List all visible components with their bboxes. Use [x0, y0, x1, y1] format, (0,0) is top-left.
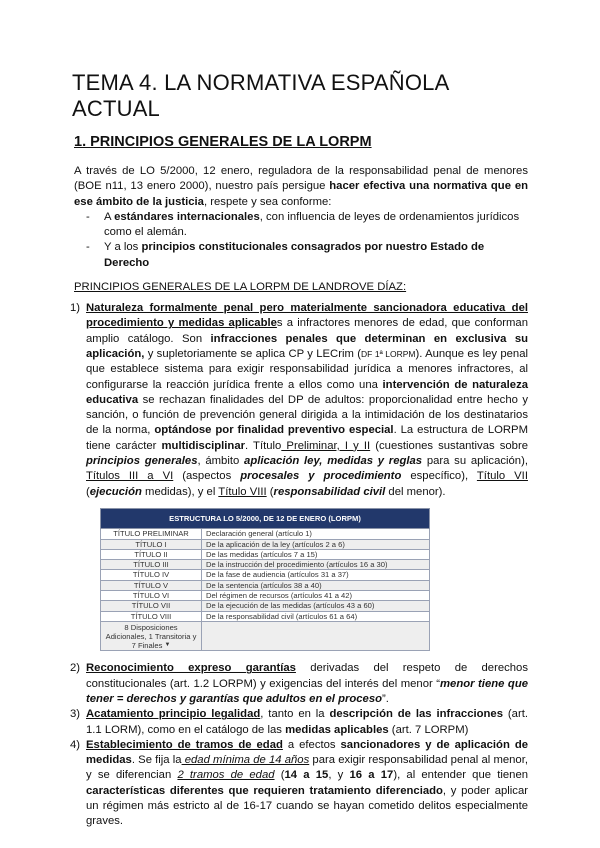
bullet-list — [86, 210, 528, 271]
text: ( — [266, 485, 274, 498]
section-heading: 1. PRINCIPIOS GENERALES DE LA LORPM — [74, 134, 372, 150]
table-row — [101, 549, 430, 559]
underline-italic-text: 2 tramos de edad — [177, 769, 275, 782]
bold-text: características diferentes que requieren tratamiento diferenciado — [86, 784, 443, 797]
list-item — [72, 301, 528, 651]
bold-text: 16 a 17 — [349, 769, 394, 782]
cell: TÍTULO V — [101, 580, 202, 590]
bold-underline: Establecimiento de tramos de edad — [86, 738, 283, 751]
item-number: 2) — [70, 662, 81, 675]
underline-text: Preliminar, I y II — [281, 439, 371, 452]
bold-italic-text: principios generales — [86, 455, 198, 468]
item-number: 1) — [70, 302, 81, 315]
cell: Del régimen de recursos (artículos 41 a 42) — [202, 591, 430, 601]
cell: TÍTULO IV — [101, 570, 202, 580]
text: para exigir responsabilidad penal al menor, y se diferencian — [86, 754, 528, 782]
small-text: DF 1ª LORPM — [360, 348, 416, 359]
table-row — [101, 591, 430, 601]
cell: TÍTULO VII — [101, 601, 202, 611]
list-item — [72, 661, 528, 707]
text: del menor). — [385, 485, 446, 498]
text: (art. 1.1 LORM), como en el catálogo de las — [86, 708, 528, 736]
dropdown-arrow-icon: ▼ — [164, 642, 171, 649]
cell: Declaración general (artículo 1) — [202, 529, 430, 539]
text: ”. — [382, 693, 389, 705]
table-row — [101, 560, 430, 570]
cell: TÍTULO VI — [101, 591, 202, 601]
bold-text: estándares internacionales — [114, 210, 260, 223]
item-number: 3) — [70, 708, 81, 721]
item-text — [86, 301, 528, 500]
text: (art. 7 LORPM) — [388, 723, 469, 736]
list-item — [72, 707, 528, 738]
bold-underline: Reconocimiento expreso garantías — [86, 662, 296, 675]
cell: TÍTULO VIII — [101, 611, 202, 621]
bold-italic-text: menor tiene que tener = derechos y garantías que adultos en el proceso — [86, 677, 528, 705]
bold-text: infracciones penales que determinan en exclusiva su aplicación, — [86, 332, 528, 360]
text: A — [104, 210, 115, 223]
table-row — [101, 539, 430, 549]
bold-italic-text: ejecución — [89, 485, 142, 498]
table-row — [101, 529, 430, 539]
table-row — [101, 580, 430, 590]
text: . Título — [245, 439, 282, 452]
text: ( — [86, 485, 90, 498]
cell: De la aplicación de la ley (artículos 2 a 6) — [202, 539, 430, 549]
underline-text: Título VIII — [218, 485, 267, 498]
cell: De la fase de audiencia (artículos 31 a 37) — [202, 570, 430, 580]
text: Y a los — [104, 241, 142, 254]
text: , tanto en la — [260, 708, 330, 721]
text: y supletoriamente se aplica CP y LECrim ( — [144, 347, 361, 360]
text: , ámbito — [197, 455, 245, 468]
page-title: TEMA 4. LA NORMATIVA ESPAÑOLA ACTUAL — [72, 70, 449, 121]
item-text — [86, 738, 528, 830]
table-row — [101, 611, 430, 621]
bold-text: principios constitucionales consagrados por nuestro Estado de Derecho — [104, 241, 485, 269]
text: específico), — [401, 470, 477, 483]
subheading: PRINCIPIOS GENERALES DE LA LORPM DE LANDROVE DÍAZ: — [74, 281, 407, 294]
cell: De las medidas (artículos 7 a 15) — [202, 549, 430, 559]
text: ). Aunque es ley penal que establece sistema para exigir responsabilidad jurídica a menores infractores, al configurarse la reacción jurídica frente a ellos como una — [86, 347, 528, 391]
text: s a infractores menores de edad, que conforman amplio catálogo. Son — [86, 317, 528, 345]
list-item — [86, 240, 528, 271]
bold-underline: Acatamiento principio legalidad — [86, 708, 261, 721]
text: derivadas del respeto de derechos constitucionales (art. 1.2 LORPM) y exigencias del interés del menor “ — [86, 662, 528, 690]
item-text — [86, 661, 528, 707]
bold-text: intervención de naturaleza educativa — [86, 378, 528, 406]
table-header: ESTRUCTURA LO 5/2000, DE 12 DE ENERO (LORPM) — [101, 508, 430, 528]
text: ( — [274, 769, 285, 782]
item-number: 4) — [70, 738, 81, 751]
text: para su aplicación), — [422, 455, 528, 468]
table-row — [101, 570, 430, 580]
cell: De la ejecución de las medidas (artículos 43 a 60) — [202, 601, 430, 611]
bold-text: sancionadores y de aplicación de medidas — [86, 738, 529, 767]
text: . Se fija la — [131, 754, 182, 767]
text: . La estructura de LORPM tiene carácter — [86, 424, 528, 452]
bold-text: multidisciplinar — [161, 439, 246, 452]
text: (cuestiones sustantivas sobre — [370, 439, 529, 452]
text: , y poder aplicar un régimen más estricto al de 16-17 cuando se hayan cometido delitos especialmente graves. — [86, 784, 529, 828]
bold-text: optándose por finalidad preventivo especial — [154, 424, 394, 437]
intro-text: , respete y sea conforme: — [203, 195, 332, 208]
cell: De la instrucción del procedimiento (artículos 16 a 30) — [202, 560, 430, 570]
text: se rechazan finalidades del DP de adultos: proporcionalidad entre hecho y sanción, o función de prevención general dirigida a la intimidación de los destinatarios de la norma, — [86, 393, 528, 437]
cell — [202, 621, 430, 651]
bold-text: 14 a 15 — [284, 769, 329, 782]
intro-text: A través de LO 5/2000, 12 enero, reguladora de la responsabilidad penal de menores (BOE n11, 13 enero 2000), nuestro país persigue — [74, 165, 528, 193]
structure-table — [100, 508, 430, 651]
underline-text: Título VII — [476, 470, 528, 483]
underline-text: Títulos III a VI — [86, 470, 174, 483]
text: , con influencia de leyes de ordenamientos jurídicos como el alemán. — [104, 210, 520, 239]
text: ), al entender que tienen — [393, 769, 529, 782]
bold-text: medidas aplicables — [285, 723, 389, 736]
table-row — [101, 601, 430, 611]
cell: TÍTULO III — [101, 560, 202, 570]
list-item — [72, 738, 528, 830]
text: , y — [328, 769, 350, 782]
cell: De la responsabilidad civil (artículos 61 a 64) — [202, 611, 430, 621]
cell-text: 8 Disposiciones Adicionales, 1 Transitoria y 7 Finales — [105, 622, 197, 650]
cell: De la sentencia (artículos 38 a 40) — [202, 580, 430, 590]
list-item — [86, 210, 528, 241]
bold-italic-text: aplicación ley, medidas y reglas — [244, 455, 423, 468]
item-text — [86, 707, 528, 738]
text: medidas), y el — [141, 485, 219, 498]
cell: TÍTULO I — [101, 539, 202, 549]
bold-italic-text: procesales y procedimiento — [240, 470, 402, 483]
principles-list — [72, 301, 528, 830]
bold-underline: Naturaleza formalmente penal pero materialmente sancionadora educativa del procedimiento y medidas aplicable — [86, 302, 528, 330]
cell: TÍTULO PRELIMINAR — [101, 529, 202, 539]
text: (aspectos — [173, 470, 241, 483]
intro-bold: hacer efectiva una normativa que en ese ámbito de la justicia — [74, 180, 529, 208]
table-row — [101, 621, 430, 651]
cell: TÍTULO II — [101, 549, 202, 559]
cell — [101, 621, 202, 651]
underline-italic-text: edad mínima de 14 años — [181, 754, 310, 767]
intro-paragraph — [74, 164, 528, 210]
text: a efectos — [282, 738, 341, 751]
bold-text: descripción de las infracciones — [329, 708, 503, 721]
bold-italic-text: responsabilidad civil — [273, 485, 386, 498]
